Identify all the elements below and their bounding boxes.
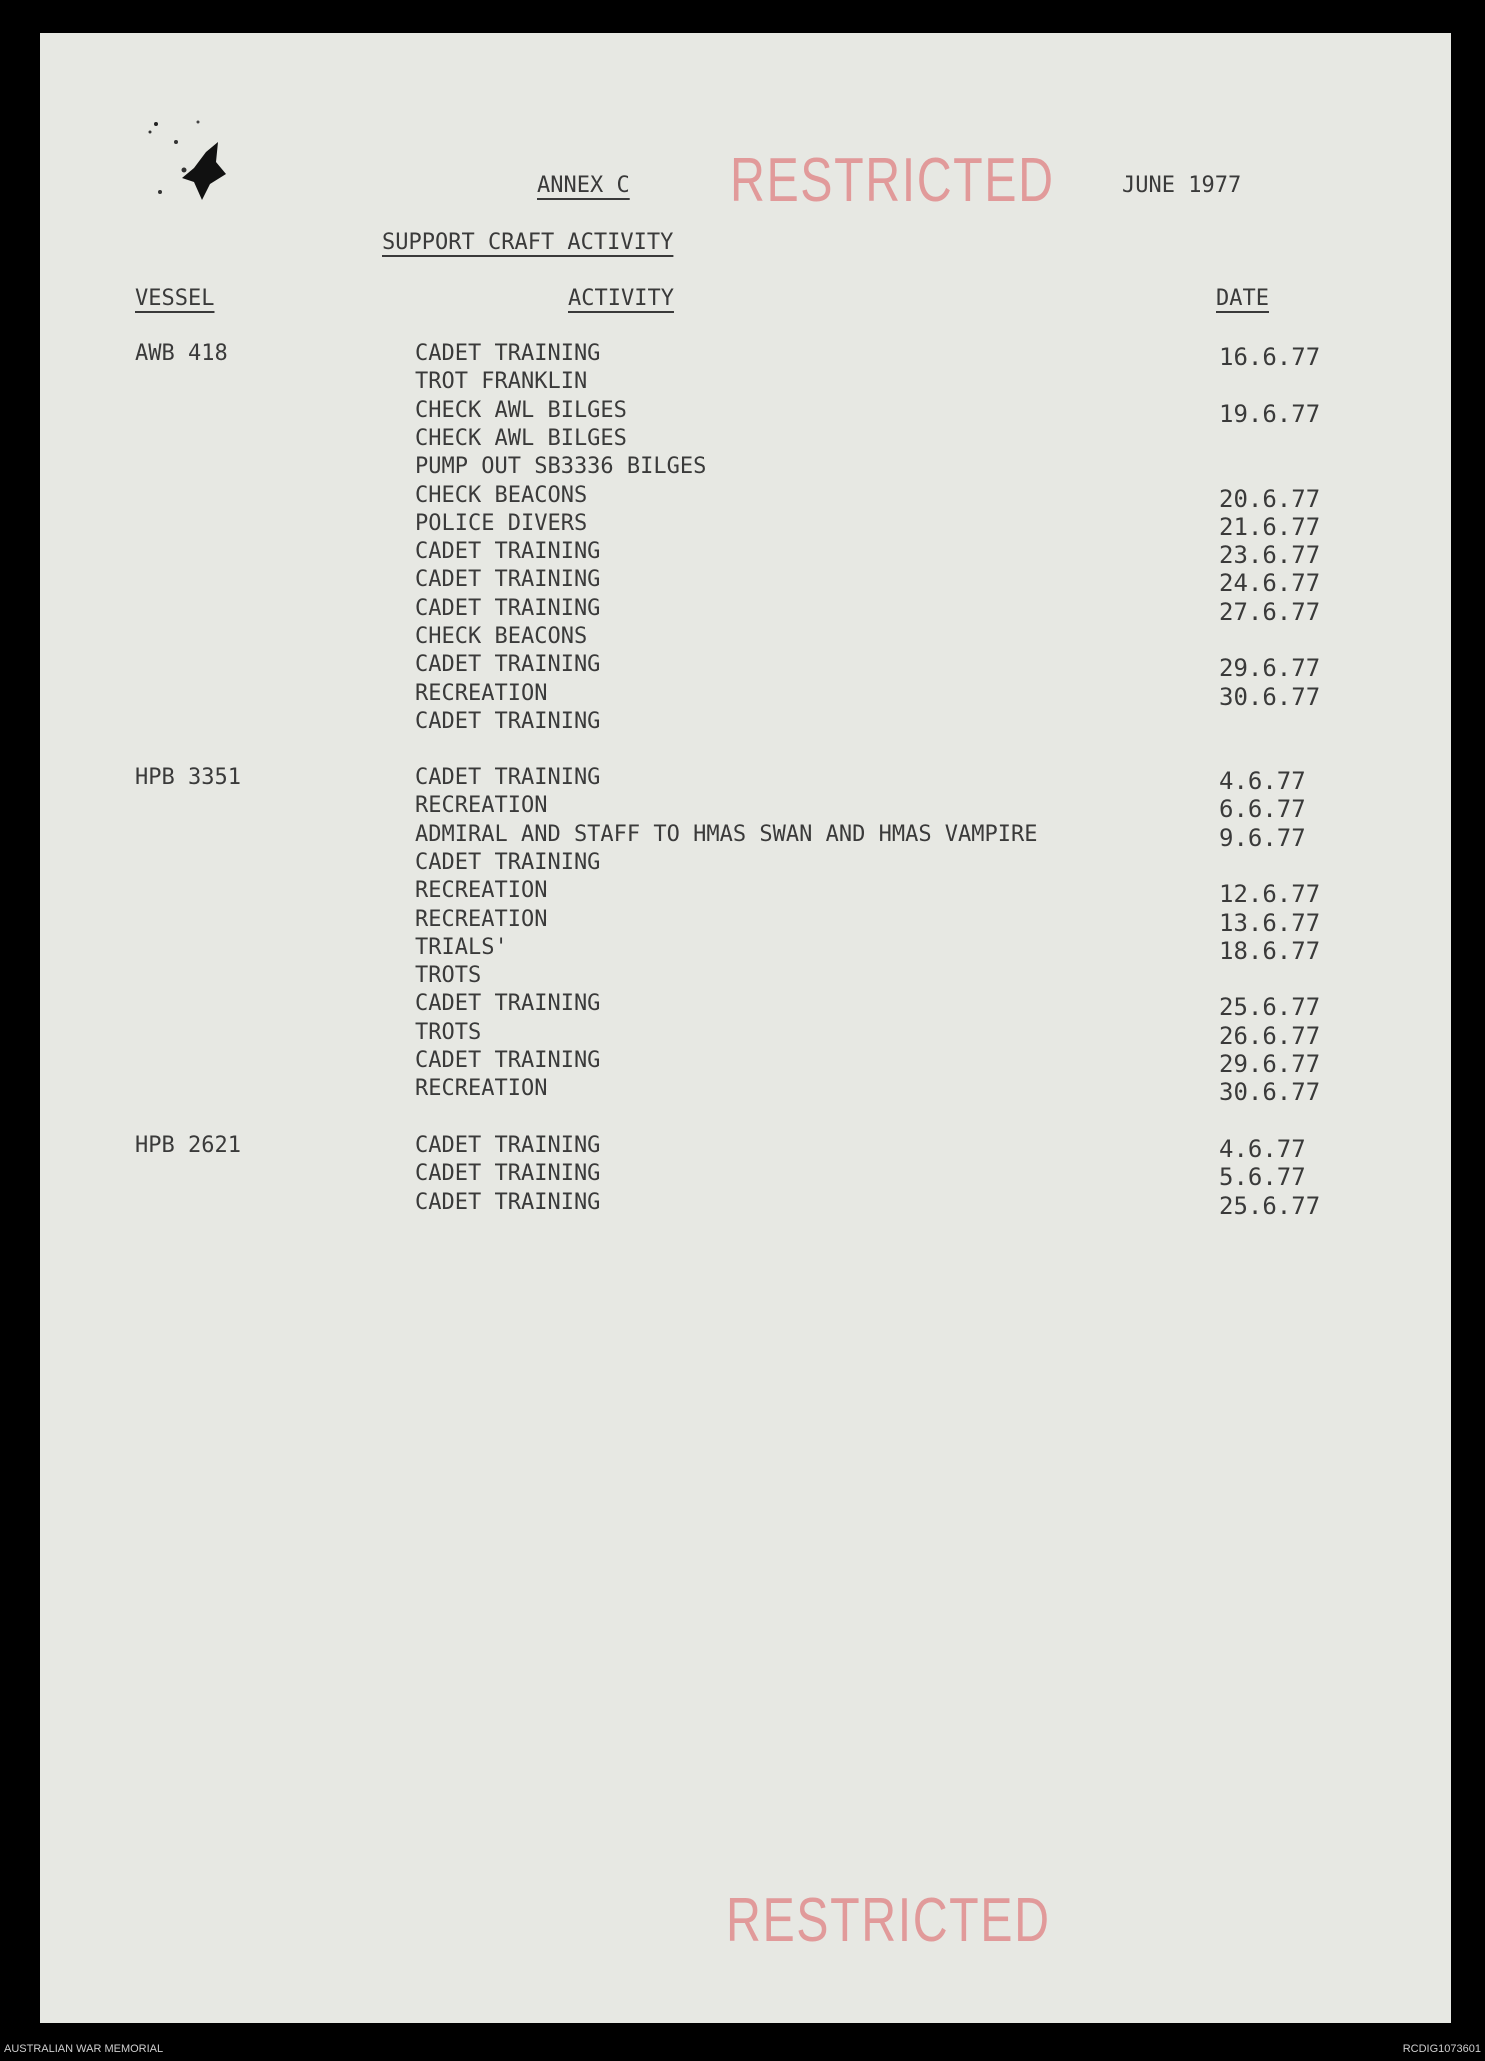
activity-cell: TROTS xyxy=(415,1019,482,1045)
activity-cell: TROT FRANKLIN xyxy=(415,369,588,395)
date-cell: 4.6.77 xyxy=(1219,1135,1306,1163)
column-header-date: DATE xyxy=(1216,286,1269,311)
date-cell: 30.6.77 xyxy=(1219,682,1321,711)
activity-cell: CADET TRAINING xyxy=(415,1048,601,1073)
footer-archive-name: AUSTRALIAN WAR MEMORIAL xyxy=(4,2043,164,2055)
vessel-name: AWB 418 xyxy=(135,341,228,366)
date-cell: 26.6.77 xyxy=(1219,1021,1321,1050)
activity-cell: CADET TRAINING xyxy=(415,539,601,565)
activity-cell: CADET TRAINING xyxy=(415,595,601,621)
activity-cell: RECREATION xyxy=(415,878,548,904)
date-cell: 13.6.77 xyxy=(1219,908,1321,937)
date-cell: 6.6.77 xyxy=(1219,795,1306,824)
activity-cell: RECREATION xyxy=(415,793,548,819)
date-cell: 27.6.77 xyxy=(1219,597,1321,626)
date-cell: 5.6.77 xyxy=(1219,1163,1306,1192)
date-cell: 20.6.77 xyxy=(1219,484,1321,513)
date-cell: 29.6.77 xyxy=(1219,654,1321,683)
activity-cell: CADET TRAINING xyxy=(415,991,601,1017)
activity-cell: CADET TRAINING xyxy=(415,1189,601,1215)
activity-cell: ADMIRAL AND STAFF TO HMAS SWAN AND HMAS VAMPIRE xyxy=(415,821,1038,847)
date-cell: 30.6.77 xyxy=(1219,1078,1321,1107)
date-cell: 29.6.77 xyxy=(1219,1050,1321,1078)
activity-cell: CHECK AWL BILGES xyxy=(415,425,627,451)
annex-label: ANNEX C xyxy=(537,173,630,198)
date-cell: 25.6.77 xyxy=(1219,993,1321,1022)
activity-cell: RECREATION xyxy=(415,906,548,932)
date-cell: 25.6.77 xyxy=(1219,1191,1321,1220)
activity-cell: RECREATION xyxy=(415,680,548,706)
page-subtitle: SUPPORT CRAFT ACTIVITY xyxy=(382,230,674,255)
activity-cell: CADET TRAINING xyxy=(415,1133,601,1158)
punch-hole-mark xyxy=(146,112,236,222)
activity-cell: CHECK BEACONS xyxy=(415,482,588,508)
activity-cell: CADET TRAINING xyxy=(415,708,601,734)
activity-cell: CHECK BEACONS xyxy=(415,624,588,649)
activity-cell: TROTS xyxy=(415,963,482,989)
restricted-stamp-top: RESTRICTED xyxy=(730,146,1055,215)
document-date: JUNE 1977 xyxy=(1122,173,1242,198)
date-cell: 16.6.77 xyxy=(1219,343,1321,371)
column-header-vessel: VESSEL xyxy=(135,286,215,311)
column-header-activity: ACTIVITY xyxy=(568,286,674,311)
date-cell: 21.6.77 xyxy=(1219,512,1321,541)
restricted-stamp-bottom: RESTRICTED xyxy=(726,1886,1051,1955)
date-cell: 18.6.77 xyxy=(1219,936,1321,965)
activity-cell: TRIALS' xyxy=(415,934,508,960)
footer-record-id: RCDIG1073601 xyxy=(1402,2043,1481,2055)
activity-cell: CADET TRAINING xyxy=(415,849,601,875)
activity-cell: POLICE DIVERS xyxy=(415,510,588,536)
date-cell: 12.6.77 xyxy=(1219,880,1321,909)
activity-cell: CADET TRAINING xyxy=(415,652,601,678)
date-cell: 4.6.77 xyxy=(1219,767,1306,795)
activity-cell: CADET TRAINING xyxy=(415,1161,601,1187)
activity-cell: CADET TRAINING xyxy=(415,341,601,366)
date-cell: 19.6.77 xyxy=(1219,399,1321,428)
activity-cell: CHECK AWL BILGES xyxy=(415,397,627,423)
vessel-name: HPB 3351 xyxy=(135,765,241,790)
activity-cell: CADET TRAINING xyxy=(415,567,601,593)
activity-cell: CADET TRAINING xyxy=(415,765,601,790)
date-cell: 24.6.77 xyxy=(1219,569,1321,598)
vessel-name: HPB 2621 xyxy=(135,1133,241,1158)
activity-cell: PUMP OUT SB3336 BILGES xyxy=(415,454,707,480)
date-cell: 9.6.77 xyxy=(1219,823,1306,852)
activity-cell: RECREATION xyxy=(415,1076,548,1102)
date-cell: 23.6.77 xyxy=(1219,541,1321,570)
